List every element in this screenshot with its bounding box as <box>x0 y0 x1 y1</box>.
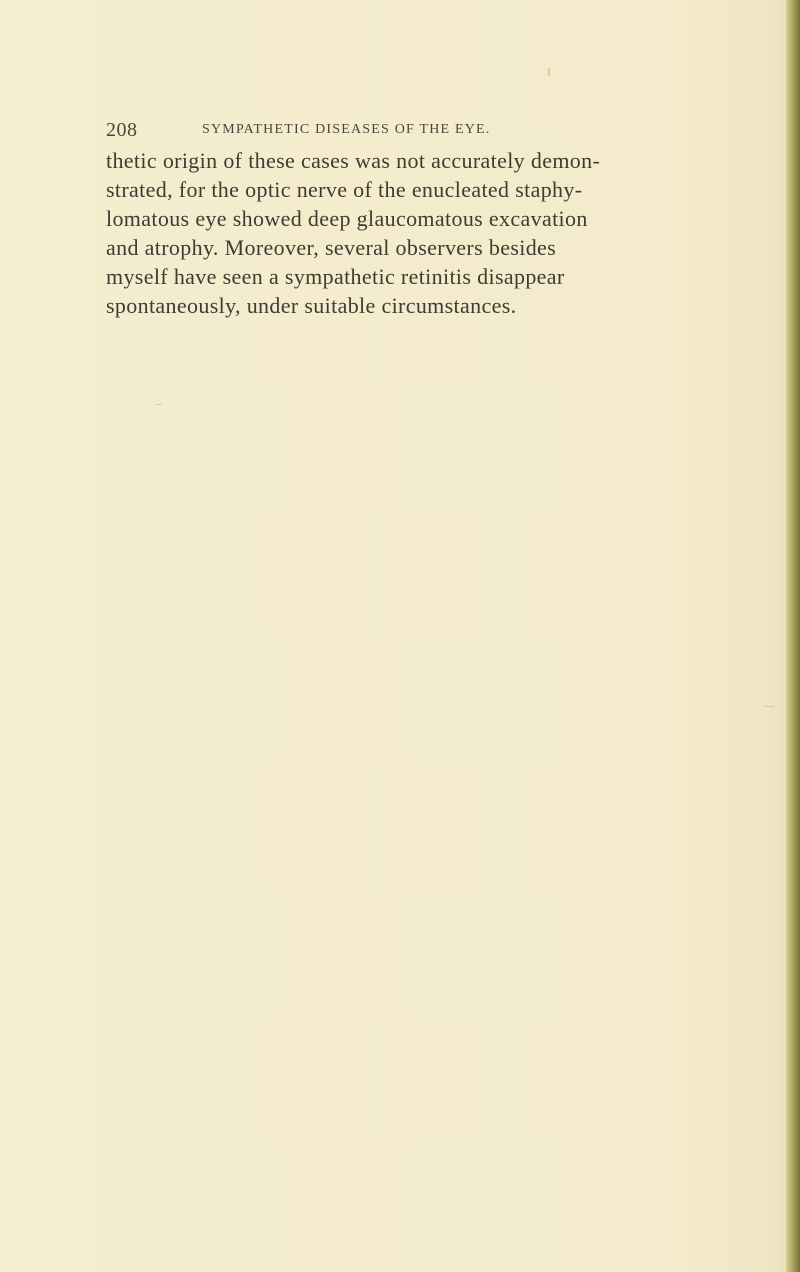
paper-speck <box>156 404 162 405</box>
running-title: SYMPATHETIC DISEASES OF THE EYE. <box>202 122 491 137</box>
running-header <box>106 118 666 144</box>
text-line: strated, for the optic nerve of the enucleated staphy- <box>106 177 583 202</box>
body-paragraph <box>106 146 726 320</box>
page-number: 208 <box>106 119 138 141</box>
paper-speck <box>548 68 550 76</box>
page-binding-edge <box>786 0 800 1272</box>
text-line: thetic origin of these cases was not accurately demon- <box>106 148 601 173</box>
text-line: myself have seen a sympathetic retinitis disappear <box>106 264 565 289</box>
paper-speck <box>764 706 774 707</box>
text-line: spontaneously, under suitable circumstances. <box>106 293 517 318</box>
text-line: lomatous eye showed deep glaucomatous excavation <box>106 206 588 231</box>
text-line: and atrophy. Moreover, several observers besides <box>106 235 557 260</box>
